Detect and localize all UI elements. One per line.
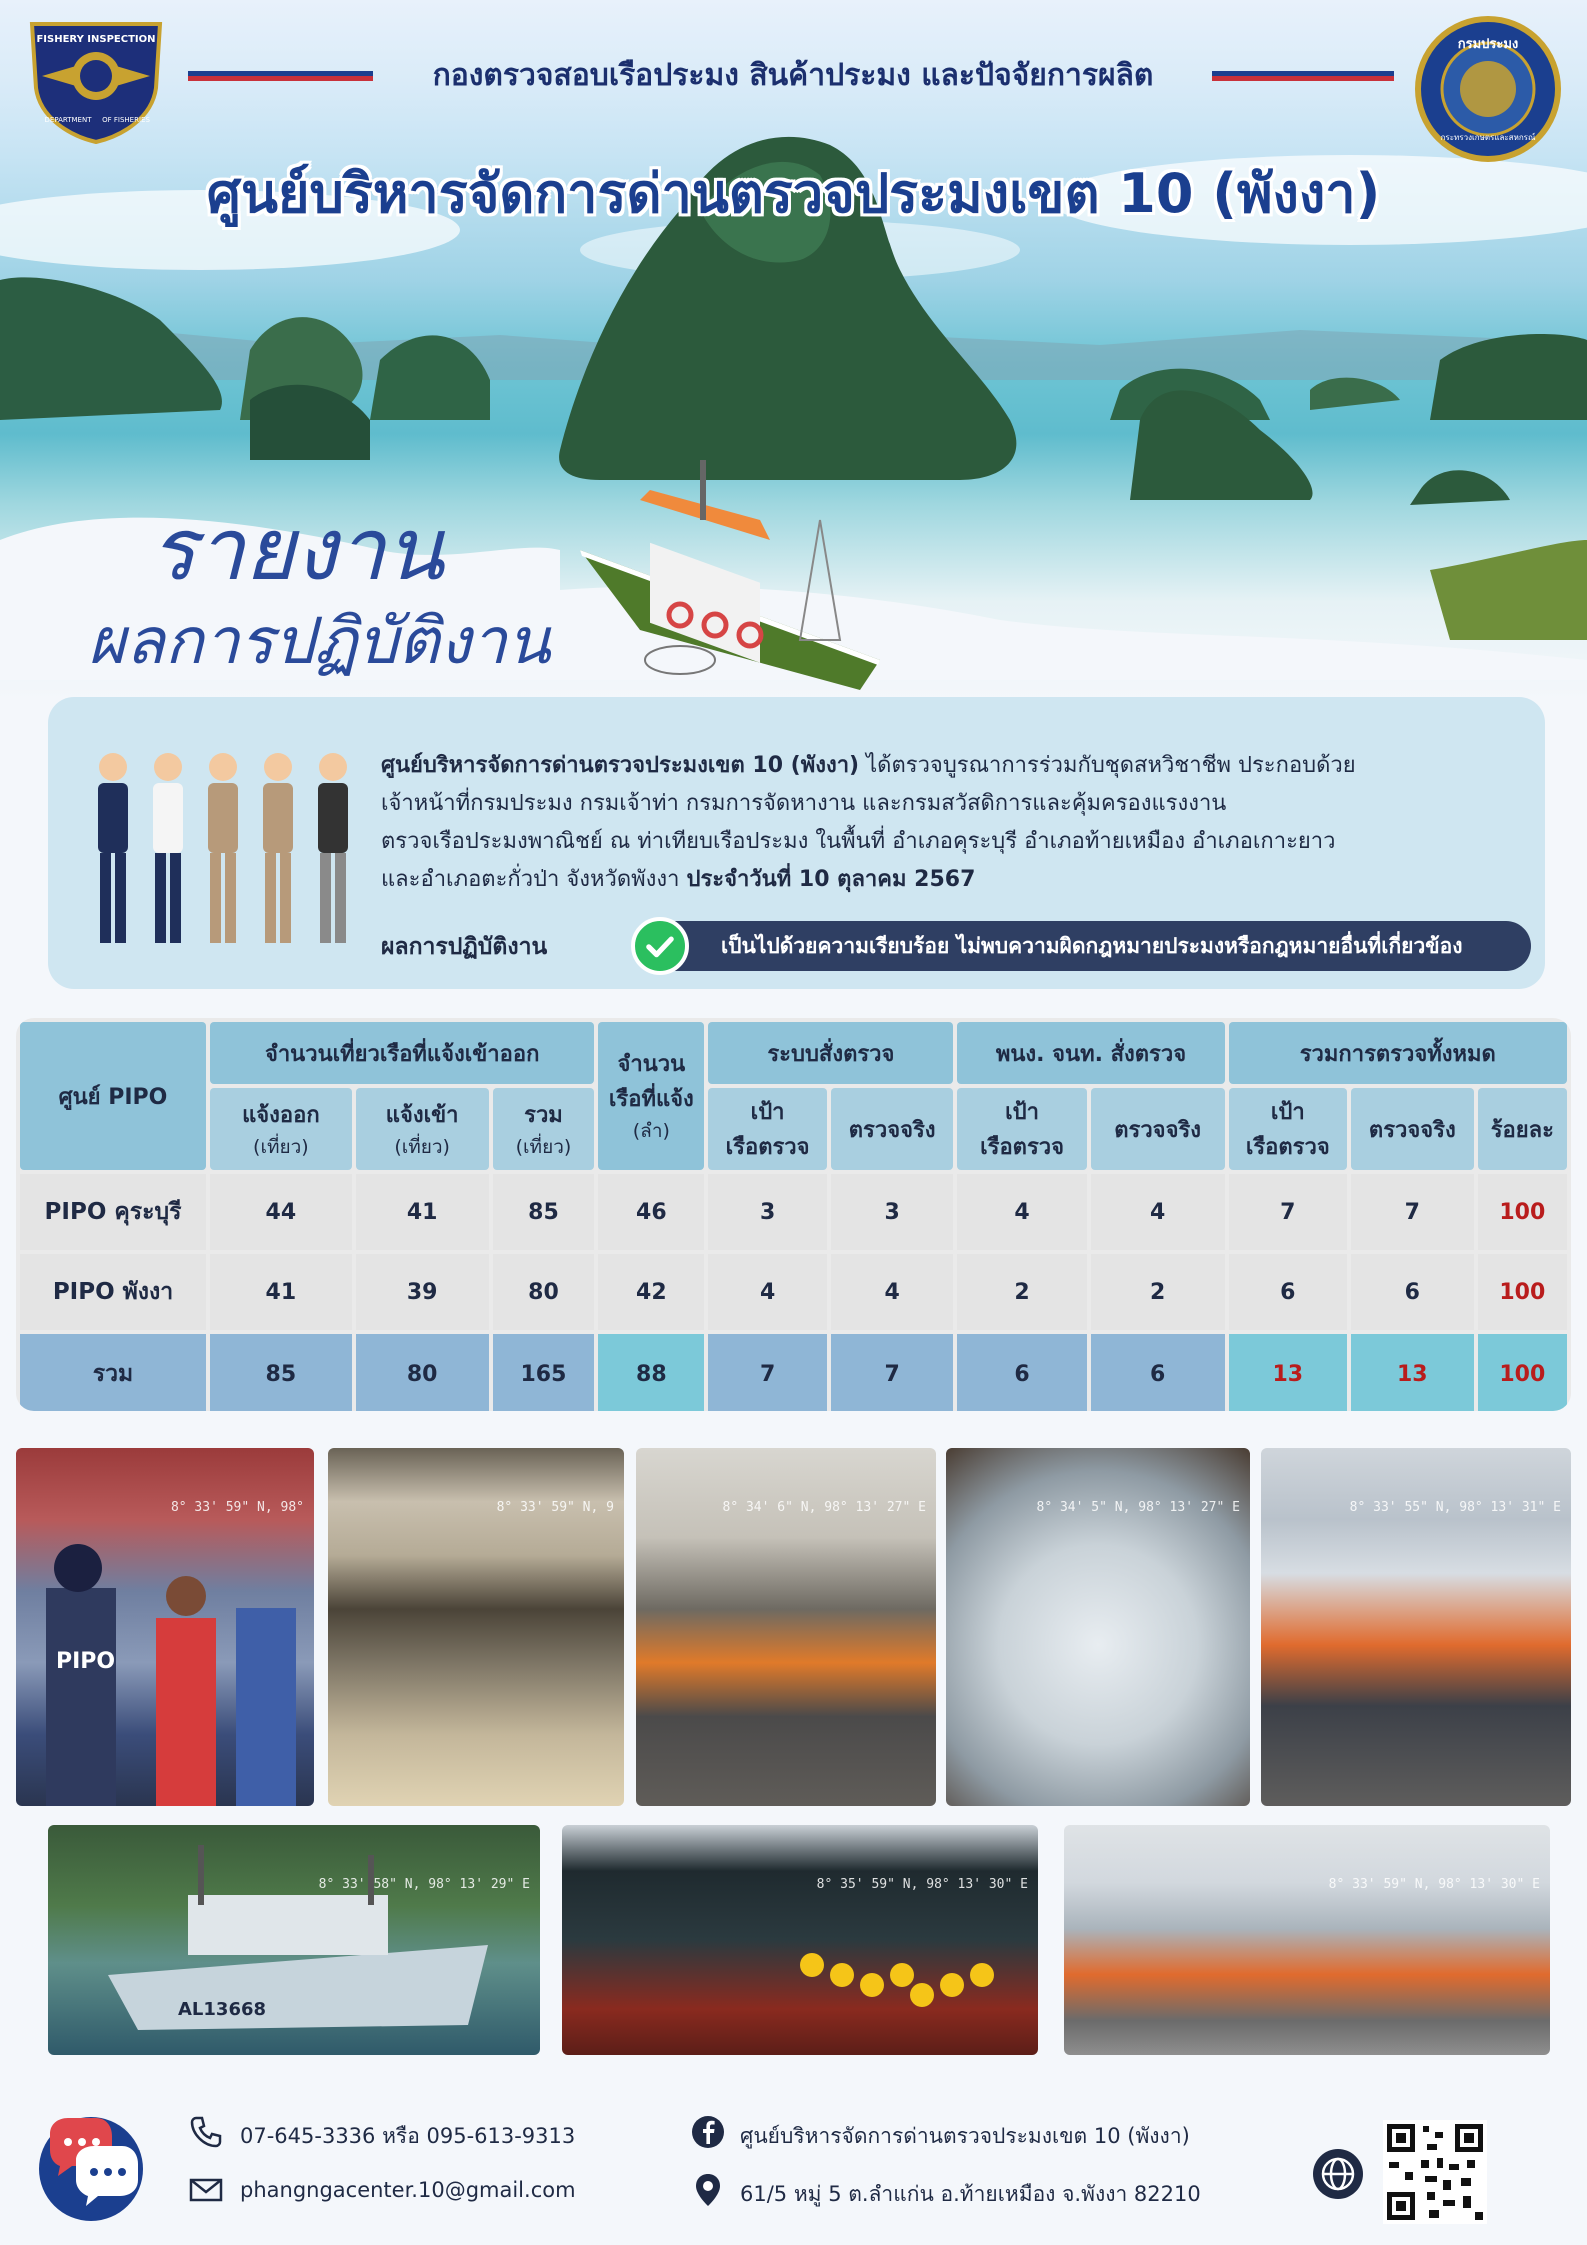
row-tot-target: 6 (1229, 1254, 1348, 1330)
header-tot-target-1: เป้า (1270, 1100, 1305, 1125)
photo-hull-marking (328, 1448, 624, 1806)
row-tot-actual: 7 (1351, 1174, 1474, 1250)
header-off-actual: ตรวจจริง (1091, 1088, 1225, 1170)
photo-gps-5: 8° 33' 55" N, 98° 13' 31" E (1349, 1500, 1561, 1515)
location-pin-icon (690, 2172, 726, 2208)
header-group-system: ระบบสั่งตรวจ (708, 1022, 953, 1084)
photo-fishing-vessel (48, 1825, 540, 2055)
total-off-target: 6 (957, 1334, 1086, 1411)
photo-fish-catch (946, 1448, 1250, 1806)
row-off-actual: 4 (1091, 1174, 1225, 1250)
total-in: 80 (356, 1334, 489, 1411)
boat-id: AL13668 (178, 1999, 267, 2020)
inspection-table (16, 1018, 1571, 1411)
photo-gps-2: 8° 33' 59" N, 9 (496, 1500, 614, 1515)
photo-officers-workers (1261, 1448, 1571, 1806)
vest-label: PIPO (56, 1649, 116, 1674)
header-sum-unit: (เที่ยว) (515, 1135, 572, 1158)
photo-inspection-officer (16, 1448, 314, 1806)
header-group-total: รวมการตรวจทั้งหมด (1229, 1022, 1567, 1084)
summary-text (381, 747, 1501, 899)
header-boats (598, 1022, 704, 1170)
header-group-trips: จำนวนเที่ยวเรือที่แจ้งเข้าออก (210, 1022, 594, 1084)
row-out: 44 (210, 1174, 352, 1250)
row-name: PIPO คุระบุรี (20, 1174, 206, 1250)
table-row (20, 1254, 1567, 1330)
summary-line-1-rest: ได้ตรวจบูรณาการร่วมกับชุดสหวิชาชีพ ประกอบด้วย (859, 753, 1356, 778)
header-boats-line1: จำนวน (617, 1052, 686, 1077)
row-in: 39 (356, 1254, 489, 1330)
email-icon (188, 2172, 224, 2208)
photo-gps-4: 8° 34' 5" N, 98° 13' 27" E (1036, 1500, 1240, 1515)
summary-line-1 (381, 747, 1501, 785)
header-off-target-2: เรือตรวจ (980, 1135, 1065, 1160)
summary-line-4-rest: และอำเภอตะกั่วป่า จังหวัดพังงา (381, 867, 687, 892)
header-boats-unit: (ลำ) (632, 1120, 670, 1142)
header-out-label: แจ้งออก (242, 1102, 320, 1128)
total-tot-actual: 13 (1351, 1334, 1474, 1411)
hero-banner (0, 0, 1587, 700)
row-sys-target: 4 (708, 1254, 827, 1330)
total-sys-actual: 7 (831, 1334, 954, 1411)
row-sys-target: 3 (708, 1174, 827, 1250)
fishing-boat-illustration (560, 460, 910, 700)
footer (0, 2090, 1587, 2245)
seal-text-2: กระทรวงเกษตรและสหกรณ์ (1440, 133, 1536, 142)
row-out: 41 (210, 1254, 352, 1330)
table-total-row (20, 1334, 1567, 1411)
seal-text-1: กรมประมง (1457, 37, 1519, 52)
table-row (20, 1174, 1567, 1250)
photo-fishing-net-figure (562, 1825, 1038, 2055)
header-in-unit: (เที่ยว) (394, 1135, 450, 1158)
header-percent: ร้อยละ (1478, 1088, 1567, 1170)
summary-line-3: ตรวจเรือประมงพาณิชย์ ณ ท่าเทียบเรือประมง ในพื้นที่ อำเภอคุระบุรี อำเภอท้ายเหมือง อำเภอเกาะยาว (381, 829, 1336, 854)
facebook-icon (690, 2114, 726, 2150)
header-row (0, 40, 1587, 110)
badge-left-text-2: DEPARTMENT (44, 116, 92, 124)
total-sum: 165 (493, 1334, 595, 1411)
header-in (356, 1088, 489, 1170)
row-name: PIPO พังงา (20, 1254, 206, 1330)
globe-icon[interactable] (1312, 2148, 1364, 2200)
department-of-fisheries-seal-logo (1413, 14, 1563, 164)
photo-group-inspection (1064, 1825, 1550, 2055)
contact-address: 61/5 หมู่ 5 ต.ลำแก่น อ.ท้ายเหมือง จ.พังงา 82210 (740, 2182, 1201, 2206)
summary-line-4 (381, 861, 1501, 899)
report-heading-2: ผลการปฏิบัติงาน (88, 605, 551, 679)
header-boats-line2: เรือที่แจ้ง (608, 1087, 694, 1112)
photo-gallery-row-2 (0, 1825, 1587, 2055)
header-sys-target-2: เรือตรวจ (725, 1135, 810, 1160)
row-tot-target: 7 (1229, 1174, 1348, 1250)
center-name: ศูนย์บริหารจัดการด่านตรวจประมงเขต 10 (พังงา) (381, 753, 860, 778)
header-off-target (957, 1088, 1086, 1170)
header-sys-target-1: เป้า (750, 1100, 785, 1125)
result-pill: เป็นไปด้วยความเรียบร้อย ไม่พบความผิดกฎหมายประมงหรือกฎหมายอื่นที่เกี่ยวข้อง (641, 921, 1531, 971)
photo-fishing-vessel-figure (48, 1825, 540, 2055)
summary-card (48, 697, 1545, 989)
header-group-officer: พนง. จนท. สั่งตรวจ (957, 1022, 1224, 1084)
result-label: ผลการปฏิบัติงาน (381, 934, 548, 960)
header-center: ศูนย์ PIPO (20, 1022, 206, 1170)
contact-phone: 07-645-3336 หรือ 095-613-9313 (240, 2124, 576, 2148)
photo-gps-3: 8° 34' 6" N, 98° 13' 27" E (722, 1500, 926, 1515)
total-tot-target: 13 (1229, 1334, 1348, 1411)
photo-gps-6: 8° 33' 58" N, 98° 13' 29" E (318, 1877, 530, 1892)
row-boats: 46 (598, 1174, 704, 1250)
photo-gps-8: 8° 33' 59" N, 98° 13' 30" E (1328, 1877, 1540, 1892)
header-out-unit: (เที่ยว) (253, 1135, 309, 1158)
row-off-actual: 2 (1091, 1254, 1225, 1330)
photo-crew-briefing (636, 1448, 936, 1806)
header-tot-target (1229, 1088, 1348, 1170)
badge-left-text-1: FISHERY INSPECTION (36, 34, 156, 45)
header-rule-right (1212, 71, 1394, 81)
header-sys-target (708, 1088, 827, 1170)
header-rule-left (188, 71, 373, 81)
row-percent: 100 (1478, 1254, 1567, 1330)
total-percent: 100 (1478, 1334, 1567, 1411)
row-sum: 85 (493, 1174, 595, 1250)
row-sys-actual: 4 (831, 1254, 954, 1330)
header-out (210, 1088, 352, 1170)
photo-gps-1: 8° 33' 59" N, 98° (170, 1500, 304, 1515)
total-sys-target: 7 (708, 1334, 827, 1411)
header-in-label: แจ้งเข้า (385, 1102, 459, 1128)
header-tot-actual: ตรวจจริง (1351, 1088, 1474, 1170)
total-name: รวม (20, 1334, 206, 1411)
department-name: กองตรวจสอบเรือประมง สินค้าประมง และปัจจัยการผลิต (432, 58, 1154, 93)
row-off-target: 2 (957, 1254, 1086, 1330)
header-sys-actual: ตรวจจริง (831, 1088, 954, 1170)
total-off-actual: 6 (1091, 1334, 1225, 1411)
row-sum: 80 (493, 1254, 595, 1330)
total-out: 85 (210, 1334, 352, 1411)
row-percent: 100 (1478, 1174, 1567, 1250)
photo-gallery-row-1 (0, 1448, 1587, 1806)
summary-line-2: เจ้าหน้าที่กรมประมง กรมเจ้าท่า กรมการจัดหางาน และกรมสวัสดิการและคุ้มครองแรงงาน (381, 791, 1227, 816)
qr-code-icon[interactable] (1383, 2120, 1487, 2224)
header-sum-label: รวม (524, 1102, 563, 1128)
fishery-inspection-badge-logo (22, 18, 170, 146)
officers-illustration (88, 747, 358, 957)
photo-fishing-net (562, 1825, 1038, 2055)
row-off-target: 4 (957, 1174, 1086, 1250)
row-sys-actual: 3 (831, 1174, 954, 1250)
check-icon (631, 917, 689, 975)
total-boats: 88 (598, 1334, 704, 1411)
header-off-target-1: เป้า (1005, 1100, 1039, 1125)
phone-icon (188, 2114, 224, 2150)
badge-left-text-3: OF FISHERIES (102, 116, 150, 124)
photo-gps-7: 8° 35' 59" N, 98° 13' 30" E (816, 1877, 1028, 1892)
row-in: 41 (356, 1174, 489, 1250)
page-title: ศูนย์บริหารจัดการด่านตรวจประมงเขต 10 (พังงา) (206, 162, 1381, 225)
chat-bubble-icon (36, 2114, 146, 2224)
row-boats: 42 (598, 1254, 704, 1330)
header-sum (493, 1088, 595, 1170)
row-tot-actual: 6 (1351, 1254, 1474, 1330)
report-heading-1: รายงาน (150, 500, 444, 600)
result-row (381, 917, 1521, 973)
report-date: ประจำวันที่ 10 ตุลาคม 2567 (686, 867, 976, 892)
contact-facebook[interactable]: ศูนย์บริหารจัดการด่านตรวจประมงเขต 10 (พังงา) (740, 2124, 1190, 2148)
header-tot-target-2: เรือตรวจ (1245, 1135, 1330, 1160)
contact-email[interactable]: phangngacenter.10@gmail.com (240, 2178, 576, 2202)
